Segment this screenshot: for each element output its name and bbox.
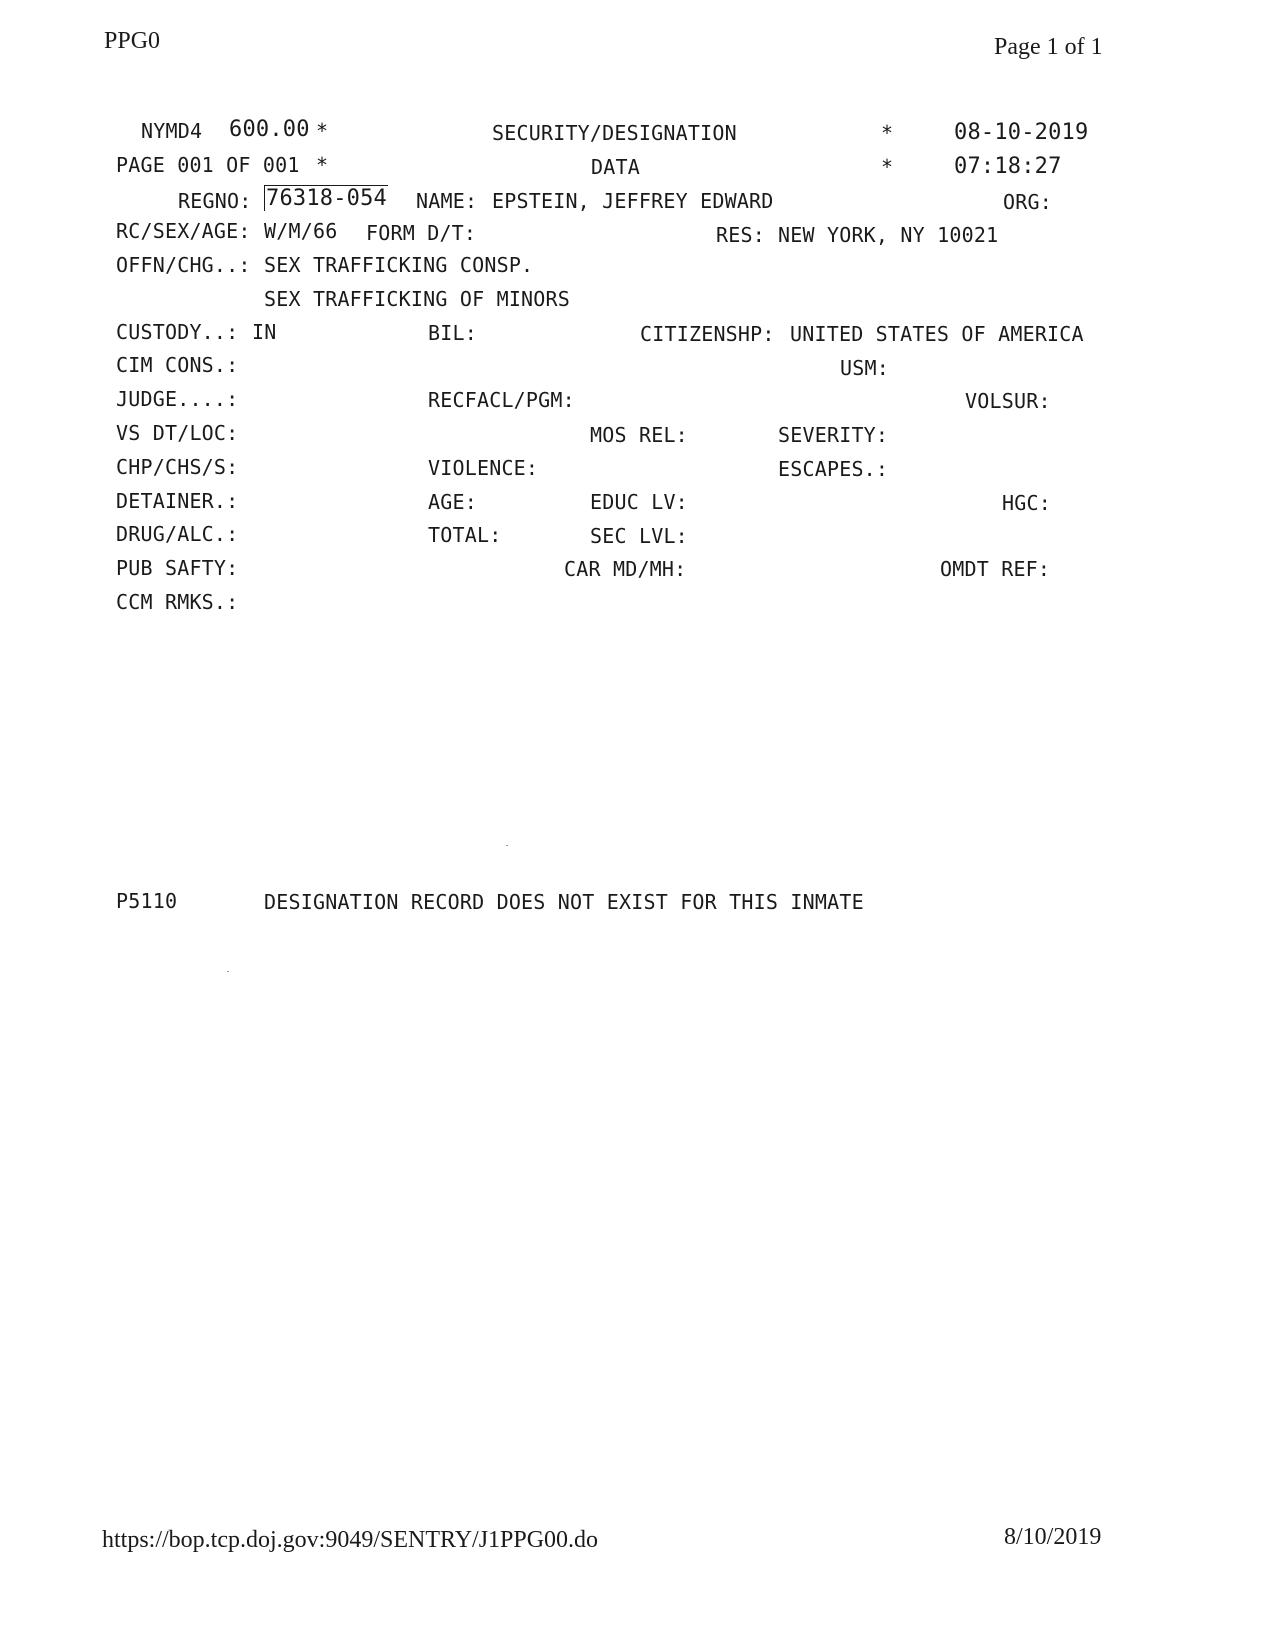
severity-label: SEVERITY: (778, 423, 889, 447)
screen-date: 08-10-2019 (954, 120, 1089, 145)
judge-label: JUDGE....: (116, 387, 239, 411)
vs-dt-loc-label: VS DT/LOC: (116, 421, 239, 445)
recfacl-pgm-label: RECFACL/PGM: (428, 388, 575, 412)
message-code: P5110 (116, 889, 178, 913)
custody-value: IN (252, 320, 277, 344)
rc-sex-age-value: W/M/66 (264, 219, 338, 243)
age-label: AGE: (428, 490, 477, 514)
cim-cons-label: CIM CONS.: (116, 353, 239, 377)
regno-label: REGNO: (178, 189, 252, 213)
regno-field[interactable]: 76318-054 (266, 186, 388, 211)
version: 600.00 (229, 117, 310, 142)
educ-lv-label: EDUC LV: (590, 490, 688, 514)
inmate-name: EPSTEIN, JEFFREY EDWARD (492, 189, 774, 213)
drug-alc-label: DRUG/ALC.: (116, 522, 239, 546)
org-label: ORG: (1003, 190, 1052, 214)
usm-label: USM: (840, 356, 889, 380)
scan-speck (506, 845, 508, 846)
name-label: NAME: (416, 189, 478, 213)
res-label: RES: (716, 223, 765, 247)
escapes-label: ESCAPES.: (778, 457, 889, 481)
footer-date: 8/10/2019 (1004, 1524, 1102, 1550)
rc-sex-age-label: RC/SEX/AGE: (116, 219, 251, 243)
page-number: Page 1 of 1 (994, 34, 1103, 60)
ccm-rmks-label: CCM RMKS.: (116, 590, 239, 614)
detainer-label: DETAINER.: (116, 489, 239, 513)
bil-label: BIL: (428, 321, 477, 345)
scan-speck (227, 971, 229, 972)
offense-1: SEX TRAFFICKING CONSP. (264, 253, 534, 277)
chp-chs-s-label: CHP/CHS/S: (116, 455, 239, 479)
sec-lvl-label: SEC LVL: (590, 524, 688, 548)
omdt-ref-label: OMDT REF: (940, 557, 1051, 581)
violence-label: VIOLENCE: (428, 456, 539, 480)
header-star: * (316, 119, 329, 143)
header-star: * (881, 121, 894, 145)
form-dt-label: FORM D/T: (366, 221, 477, 245)
res-value: NEW YORK, NY 10021 (778, 223, 999, 247)
status-message: DESIGNATION RECORD DOES NOT EXIST FOR THIS INMATE (264, 890, 864, 914)
screen-title-line2: DATA (591, 155, 640, 179)
pub-safty-label: PUB SAFTY: (116, 556, 239, 580)
citizenship-label: CITIZENSHP: (640, 322, 775, 346)
header-star: * (316, 153, 329, 177)
screen-title-line1: SECURITY/DESIGNATION (492, 121, 737, 145)
footer-url: https://bop.tcp.doj.gov:9049/SENTRY/J1PPG00.do (102, 1527, 599, 1553)
header-star: * (881, 155, 894, 179)
page-indicator: PAGE 001 OF 001 (116, 153, 300, 177)
hgc-label: HGC: (1002, 491, 1051, 515)
offense-2: SEX TRAFFICKING OF MINORS (264, 287, 571, 311)
total-label: TOTAL: (428, 523, 502, 547)
custody-label: CUSTODY..: (116, 320, 239, 344)
system-code: NYMD4 (141, 119, 203, 143)
citizenship-value: UNITED STATES OF AMERICA (790, 322, 1084, 346)
screen-time: 07:18:27 (954, 154, 1062, 179)
mos-rel-label: MOS REL: (590, 423, 688, 447)
volsur-label: VOLSUR: (965, 389, 1051, 413)
car-md-mh-label: CAR MD/MH: (564, 557, 687, 581)
page-header-code: PPG0 (104, 28, 161, 54)
offn-chg-label: OFFN/CHG..: (116, 253, 251, 277)
